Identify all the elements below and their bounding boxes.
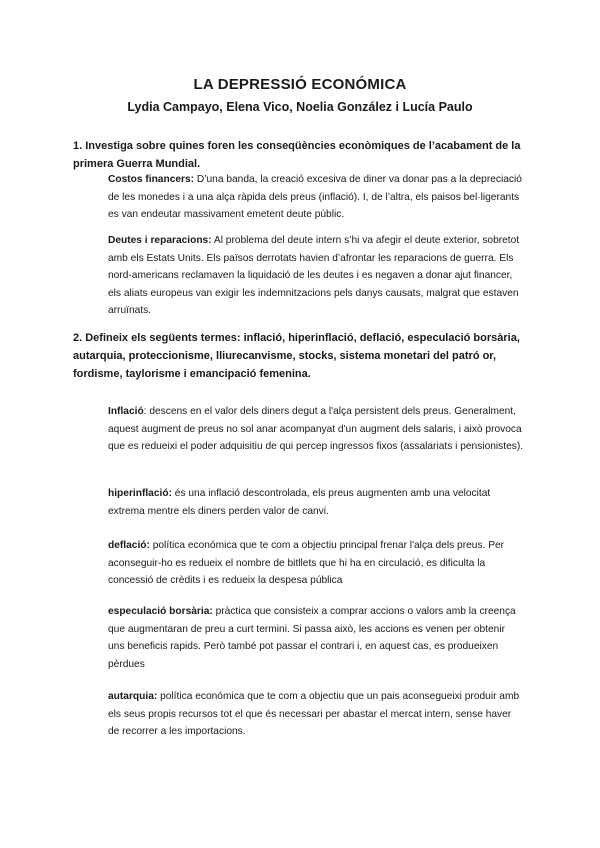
term-label: especulació borsària: [108,606,213,617]
term-definition: Al problema del deute intern s’hi va afegir el deute exterior, sobretot amb els Estats Units. Els països derrotats havien d’afrontar les reparacions de guerra. Els nord-americans reclamaven la liquidació de les deutes i es negaven a donar ajut financer, els aliats europeus van exigir les indemnitzacions pels danys causats, malgrat que estaven arruïnats. [108,235,520,317]
document-authors: Lydia Campayo, Elena Vico, Noelia González i Lucía Paulo [127,100,473,114]
term-label: Deutes i reparacions: [108,235,212,246]
term-label: deflació: [108,540,150,551]
term-label: Costos financers: [108,174,195,185]
definition-inflacio [108,403,524,456]
term-definition: política económica que te com a objectiu que un pais aconsegueixi produir amb els seus propis recursos tot el que és necessari per abastar el mercat intern, sense haver de recorrer a les importacions. [108,691,520,738]
document-title: LA DEPRESSIÓ ECONÓMICA [193,76,407,93]
question-2-heading: 2. Defineix els següents termes: inflació, hiperinflació, deflació, especulació borsària, autarquia, proteccionisme, lliurecanvisme, stocks, sistema monetari del patró or, fordisme, taylorisme i emancipació femenina. [73,332,520,380]
paragraph-costos-financers [108,171,528,224]
term-label: autarquia: [108,691,158,702]
definition-hiperinflacio [108,485,524,520]
term-definition: : descens en el valor dels diners degut a l'alça persistent dels preus. Generalment, aquest augment de preus no sol anar acompanyat d'un augment dels salaris, i això provoca que es redueixi el poder adquisitiu de qui percep ingressos fixos (assalariats i pensionistes). [108,406,524,453]
term-definition: pràctica que consisteix a comprar accions o valors amb la creença que augmentaran de preu a curt termini. Si passa això, les accions es venen per obtenir uns beneficis rapids. Però també pot passar el contrari i, en aquest cas, es produeixen pèrdues [108,606,516,670]
term-definition: és una inflació descontrolada, els preus augmenten amb una velocitat extrema mentre els diners perden valor de canvi. [108,488,491,517]
term-label: Inflació [108,406,144,417]
term-definition: D’una banda, la creació excesiva de diner va donar pas a la depreciació de les monedes i a una alça ràpida dels preus (inflació). I, de l’altra, els paisos bel·ligerants es van endeutar massivament emetent deute públic. [108,174,522,221]
question-1-heading: 1. Investiga sobre quines foren les conseqüències econòmiques de l’acabament de la primera Guerra Mundial. [73,140,521,170]
term-label: hiperinflació: [108,488,172,499]
term-definition: política económica que te com a objectiu principal frenar l'alça dels preus. Per aconseguir-ho es redueix el nombre de bitllets que hi ha en circulació, es dificulta la concessió de crèdits i es redueix la despesa pública [108,540,505,587]
definition-deflacio [108,537,524,590]
definition-especulacio-borsaria [108,603,524,673]
definition-autarquia [108,688,524,741]
paragraph-deutes-reparacions [108,232,528,320]
